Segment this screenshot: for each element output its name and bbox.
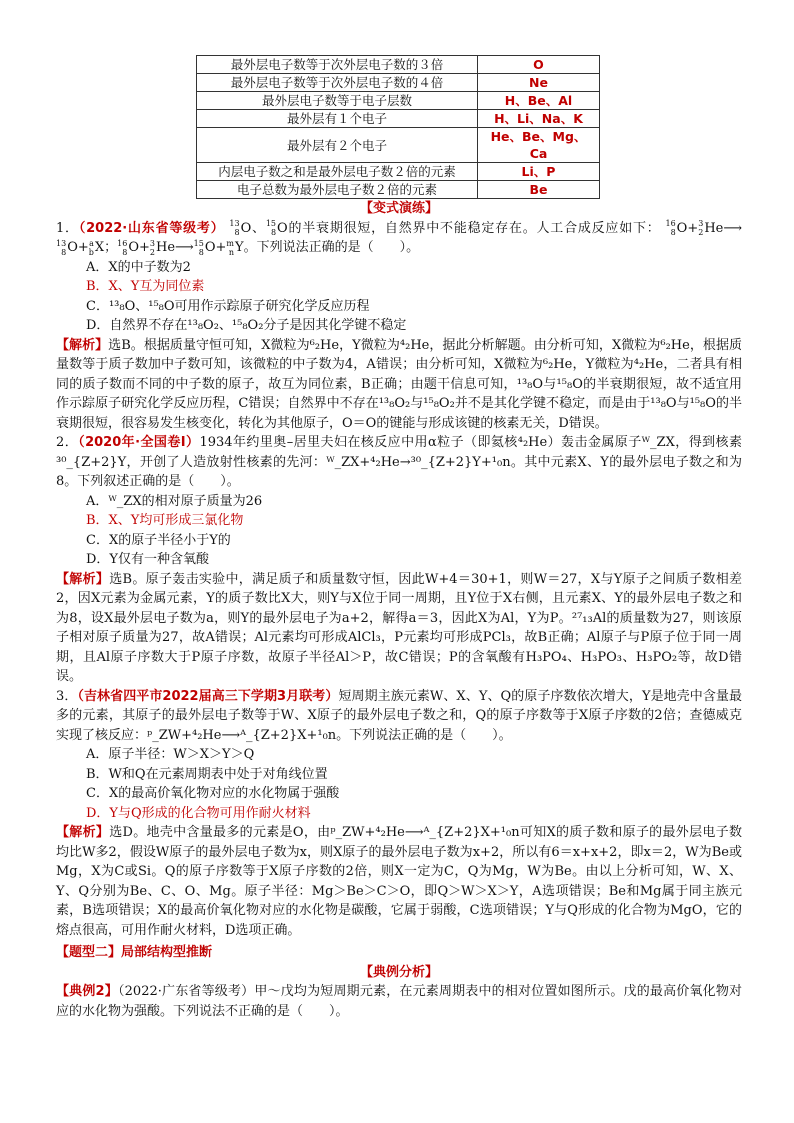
question-1: 1．（2022·山东省等级考） 13 8 O、 15 8 O的半衰期很短，自然界中不能稳定存在。人工合成反应如下： 16 8 O+ 3 2 He⟶ 13 8 O+ a b X； 16 8 O+ 3 2 He⟶ 15 8 O+ m n Y。下列说法正确的是（ ）。 A．X的中子数为2 B．X、Y互为同位素 C．¹³₈O、¹⁵₈O可用作示踪原子研究化学反应历程 D．自然界不存在¹³₈O₂、¹⁵₈O₂分子是因其化学键不稳定 【解析】选B。根据质量守恒可知，X微粒为⁶₂He，Y微粒为⁴₂He，据此分析解题。由分析可知，X微粒为⁶₂He，根据质量数等于质子数加中子数可知，该微粒的中子数为4，A错误；由分析可知，X微粒为⁶₂He，Y微粒为⁴₂He，二者具有相同的质子数而不同的中子数的原子，故互为同位素，B正确；由题干信息可知，¹³₈O与¹⁵₈O的半衰期很短，故不适宜用作示踪原子研究化学反应历程，C错误；自然界中不存在¹³₈O₂与¹⁵₈O₂并不是其化学键不稳定，而是由于¹³₈O与¹⁵₈O的半衰期很短，很容易发生核变化，转化为其他原子，O＝O的键能与形成该键的核素无关，D错误。 (56, 219, 742, 431)
q3-option-a: A．原子半径：W＞X＞Y＞Q (86, 747, 255, 762)
facts-row (197, 92, 600, 110)
variant-title: 【变式演练】 (359, 201, 438, 216)
facts-answer: Be (478, 181, 600, 199)
typical-title: 【典例分析】 (359, 964, 438, 980)
facts-desc: 最外层有１个电子 (197, 110, 478, 128)
facts-answer: H、Li、Na、K (478, 110, 600, 128)
ex2-source: （2022·广东省等级考） (117, 984, 255, 999)
q1-analysis: 选B。根据质量守恒可知，X微粒为⁶₂He，Y微粒为⁴₂He，据此分析解题。由分析可知，X微粒为⁶₂He，根据质量数等于质子数加中子数可知，该微粒的中子数为4，A错误；由分析可知，X微粒为⁶₂He，Y微粒为⁴₂He，二者具有相同的质子数而不同的中子数的原子，故互为同位素，B正确；由题干信息可知，¹³₈O与¹⁵₈O的半衰期很短，故不适宜用作示踪原子研究化学反应历程，C错误；自然界中不存在¹³₈O₂与¹⁵₈O₂并不是其化学键不稳定，而是由于¹³₈O与¹⁵₈O的半衰期很短，很容易发生核变化，转化为其他原子，O＝O的键能与形成该键的核素无关，D错误。 (56, 337, 742, 431)
q1-source: （2022·山东省等级考） (78, 220, 225, 236)
q2-option-b: B．X、Y均可形成三氯化物 (86, 513, 244, 528)
q3-option-c: C．X的最高价氧化物对应的水化物属于强酸 (86, 786, 340, 801)
q2-source: （2020年·全国卷Ⅰ） (78, 435, 200, 450)
q2-option-c: C．X的原子半径小于Y的 (86, 532, 231, 548)
q1-option-d: D．自然界不存在¹³₈O₂、¹⁵₈O₂分子是因其化学键不稳定 (86, 318, 407, 333)
question-3: 3．（吉林省四平市2022届高三下学期3月联考）短周期主族元素W、X、Y、Q的原子序数依次增大，Y是地壳中含量最多的元素，其原子的最外层电子数等于W、X原子的最外层电子数之和，Q的原子序数等于X原子序数的2倍；查德威克实现了核反应：ᵖ_ZW+⁴₂He⟶ᴬ_{Z+2}X+¹₀n。下列说法正确的是（ ）。 A．原子半径：W＞X＞Y＞Q B．W和Q在元素周期表中处于对角线位置 C．X的最高价氧化物对应的水化物属于强酸 D．Y与Q形成的化合物可用作耐火材料 【解析】选D。地壳中含量最多的元素是O，由ᵖ_ZW+⁴₂He⟶ᴬ_{Z+2}X+¹₀n可知X的质子数和原子的最外层电子数均比W多2，假设W原子的最外层电子数为x，则X原子的最外层电子数为x+2，所以有6＝x+x+2，即x＝2，W为Be或Mg，X为C或Si。Q的原子序数等于X原子序数的2倍，则X一定为C，Q为Mg，W为Be。由以上分析可知，W、X、Y、Q分别为Be、C、O、Mg。原子半径：Mg＞Be＞C＞O，即Q＞W＞X＞Y，A选项错误；Be和Mg属于同主族元素，B选项错误；X的最高价氧化物对应的水化物是碳酸，它属于弱酸，C选项错误；Y与Q形成的化合物为MgO，它的熔点很高，可用作耐火材料，D选项正确。 (56, 688, 742, 938)
electron-facts-table (196, 55, 600, 199)
facts-row (197, 181, 600, 199)
q3-option-b: B．W和Q在元素周期表中处于对角线位置 (86, 766, 328, 782)
q3-analysis: 选D。地壳中含量最多的元素是O，由ᵖ_ZW+⁴₂He⟶ᴬ_{Z+2}X+¹₀n可知X的质子数和原子的最外层电子数均比W多2，假设W原子的最外层电子数为x，则X原子的最外层电子数为x+2，所以有6＝x+x+2，即x＝2，W为Be或Mg，X为C或Si。Q的原子序数等于X原子序数的2倍，则X一定为C，Q为Mg，W为Be。由以上分析可知，W、X、Y、Q分别为Be、C、O、Mg。原子半径：Mg＞Be＞C＞O，即Q＞W＞X＞Y，A选项错误；Be和Mg属于同主族元素，B选项错误；X的最高价氧化物对应的水化物是碳酸，它属于弱酸，C选项错误；Y与Q形成的化合物为MgO，它的熔点很高，可用作耐火材料，D选项正确。 (56, 825, 742, 938)
facts-desc: 内层电子数之和是最外层电子数２倍的元素 (197, 163, 478, 181)
q2-analysis-tag: 【解析】 (56, 571, 110, 587)
q2-stem: 1934年约里奥–居里夫妇在核反应中用α粒子（即氦核⁴₂He）轰击金属原子ᵂ_ZX，得到核素³⁰_{Z+2}Y，开创了人造放射性核素的先河：ᵂ_ZX+⁴₂He→³⁰_{Z+2}Y+¹₀n。其中元素X、Y的最外层电子数之和为8。下列叙述正确的是（ ）。 (56, 435, 742, 489)
facts-answer: He、Be、Mg、Ca (478, 128, 600, 163)
q2-option-a: A．ᵂ_ZX的相对原子质量为26 (86, 493, 263, 509)
facts-desc: 最外层电子数等于次外层电子数的４倍 (197, 74, 478, 92)
q1-option-b: B．X、Y互为同位素 (86, 279, 205, 294)
facts-desc: 最外层电子数等于次外层电子数的３倍 (197, 56, 478, 74)
q3-analysis-tag: 【解析】 (56, 825, 110, 840)
facts-row (197, 128, 600, 163)
facts-desc: 最外层有２个电子 (197, 128, 478, 163)
example-2 (56, 982, 742, 1021)
q3-option-d: D．Y与Q形成的化合物可用作耐火材料 (86, 805, 311, 821)
document-page (56, 55, 742, 1021)
q1-option-a: A．X的中子数为2 (86, 259, 191, 275)
q3-source: （吉林省四平市2022届高三下学期3月联考） (77, 688, 339, 704)
ex2-tag: 【典例2】 (56, 984, 118, 999)
question-2: 2．（2020年·全国卷Ⅰ）1934年约里奥–居里夫妇在核反应中用α粒子（即氦核⁴₂He）轰击金属原子ᵂ_ZX，得到核素³⁰_{Z+2}Y，开创了人造放射性核素的先河：ᵂ_ZX+⁴₂He→³⁰_{Z+2}Y+¹₀n。其中元素X、Y的最外层电子数之和为8。下列叙述正确的是（ ）。 A．ᵂ_ZX的相对原子质量为26 B．X、Y均可形成三氯化物 C．X的原子半径小于Y的 D．Y仅有一种含氧酸 【解析】选B。原子轰击实验中，满足质子和质量数守恒，因此W+4＝30+1，则W＝27，X与Y原子之间质子数相差2，因X元素为金属元素，Y的质子数比X大，则Y与X位于同一周期，且Y位于X右侧，且元素X、Y的最外层电子数之和为8，设X最外层电子数为a，则Y的最外层电子为a+2，解得a＝3，因此X为Al，Y为P。²⁷₁₃Al的质量数为27，则该原子相对原子质量为27，故A错误；Al元素均可形成AlCl₃，P元素均可形成PCl₃，故B正确；Al原子与P原子位于同一周期，且Al原子序数大于P原子序数，故原子半径Al＞P，故C错误；P的含氧酸有H₃PO₄、H₃PO₃、H₃PO₂等，故D错误。 (56, 435, 742, 684)
q1-analysis-tag: 【解析】 (56, 337, 109, 353)
facts-row (197, 74, 600, 92)
q2-option-d: D．Y仅有一种含氧酸 (86, 552, 210, 567)
ex2-stem: 甲～戊均为短周期元素，在元素周期表中的相对位置如图所示。戊的最高价氧化物对应的水化物为强酸。下列说法不正确的是（ ）。 (56, 984, 742, 1019)
q1-option-c: C．¹³₈O、¹⁵₈O可用作示踪原子研究化学反应历程 (86, 298, 370, 314)
facts-row (197, 56, 600, 74)
facts-answer: Li、P (478, 163, 600, 181)
facts-answer: O (478, 56, 600, 74)
type2-title: 【题型二】局部结构型推断 (56, 945, 213, 960)
facts-answer: H、Be、Al (478, 92, 600, 110)
q2-analysis: 选B。原子轰击实验中，满足质子和质量数守恒，因此W+4＝30+1，则W＝27，X与Y原子之间质子数相差2，因X元素为金属元素，Y的质子数比X大，则Y与X位于同一周期，且Y位于X右侧，且元素X、Y的最外层电子数之和为8，设X最外层电子数为a，则Y的最外层电子为a+2，解得a＝3，因此X为Al，Y为P。²⁷₁₃Al的质量数为27，则该原子相对原子质量为27，故A错误；Al元素均可形成AlCl₃，P元素均可形成PCl₃，故B正确；Al原子与P原子位于同一周期，且Al原子序数大于P原子序数，故原子半径Al＞P，故C错误；P的含氧酸有H₃PO₄、H₃PO₃、H₃PO₂等，故D错误。 (56, 571, 742, 684)
facts-desc: 最外层电子数等于电子层数 (197, 92, 478, 110)
facts-desc: 电子总数为最外层电子数２倍的元素 (197, 181, 478, 199)
facts-row (197, 110, 600, 128)
facts-row (197, 163, 600, 181)
q3-stem: 短周期主族元素W、X、Y、Q的原子序数依次增大，Y是地壳中含量最多的元素，其原子的最外层电子数等于W、X原子的最外层电子数之和，Q的原子序数等于X原子序数的2倍；查德威克实现了核反应：ᵖ_ZW+⁴₂He⟶ᴬ_{Z+2}X+¹₀n。下列说法正确的是（ ）。 (56, 688, 742, 743)
facts-answer: Ne (478, 74, 600, 92)
